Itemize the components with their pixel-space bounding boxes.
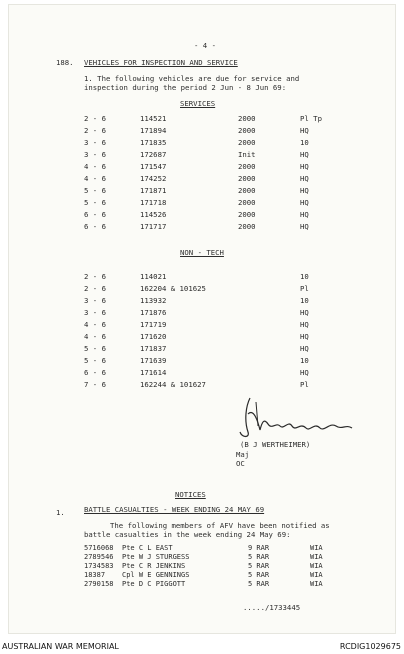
table-cell: Init (238, 150, 256, 159)
table-cell: 2000 (238, 186, 256, 195)
table-cell: 171837 (140, 344, 167, 353)
table-cell: 9 RAR (248, 544, 270, 552)
paragraph-line: battle casualties in the week ending 24 May 69: (84, 530, 291, 539)
paragraph-line: inspection during the period 2 Jun - 8 Jun 69: (84, 83, 287, 92)
section-number: 188. (56, 58, 74, 67)
table-cell: 6 - 6 (84, 222, 106, 231)
table-row (0, 272, 404, 282)
table-cell: 10 (300, 296, 309, 305)
table-cell: WIA (310, 580, 323, 588)
table-cell: 2000 (238, 174, 256, 183)
table-cell: 2000 (238, 114, 256, 123)
notice-title: BATTLE CASUALTIES - WEEK ENDING 24 MAY 69 (84, 505, 265, 514)
table-row (0, 544, 404, 552)
table-cell: HQ (300, 186, 309, 195)
table-cell: Pte C R JENKINS (122, 562, 186, 570)
table-cell: 10 (300, 138, 309, 147)
table-row (0, 356, 404, 366)
table-cell: 3 - 6 (84, 308, 106, 317)
table-cell: 4 - 6 (84, 332, 106, 341)
notices-heading: NOTICES (175, 490, 206, 499)
table-cell: WIA (310, 544, 323, 552)
table-row (0, 571, 404, 579)
table-cell: 5 - 6 (84, 344, 106, 353)
footer-source: AUSTRALIAN WAR MEMORIAL (2, 642, 119, 651)
table-cell: HQ (300, 210, 309, 219)
table-cell: 5 RAR (248, 553, 270, 561)
table-cell: 2000 (238, 138, 256, 147)
signature-block (236, 392, 366, 446)
table-row (0, 368, 404, 378)
paragraph-line: The following members of AFV have been notified as (110, 521, 330, 530)
table-row (0, 174, 404, 184)
table-cell: 2000 (238, 198, 256, 207)
table-cell: 5 - 6 (84, 186, 106, 195)
table-cell: Pte C L EAST (122, 544, 173, 552)
table-cell: 7 - 6 (84, 380, 106, 389)
signature-scrawl (236, 392, 366, 442)
table-cell: 171871 (140, 186, 167, 195)
table-cell: 171639 (140, 356, 167, 365)
table-row (0, 126, 404, 136)
table-cell: HQ (300, 126, 309, 135)
table-cell: 10 (300, 272, 309, 281)
paragraph-line: 1. The following vehicles are due for service and (84, 74, 300, 83)
table-cell: 174252 (140, 174, 167, 183)
notice-number: 1. (56, 508, 65, 517)
table-cell: Pl (300, 284, 309, 293)
table-cell: 1734583 (84, 562, 114, 570)
table-cell: 3 - 6 (84, 150, 106, 159)
section-title: VEHICLES FOR INSPECTION AND SERVICE (84, 58, 238, 67)
table-cell: 2789546 (84, 553, 114, 561)
signatory-rank: Maj (236, 450, 250, 459)
table-row (0, 186, 404, 196)
services-heading: SERVICES (180, 99, 216, 108)
table-cell: HQ (300, 344, 309, 353)
table-row (0, 580, 404, 588)
table-cell: 171718 (140, 198, 167, 207)
table-cell: 2790158 (84, 580, 114, 588)
table-cell: WIA (310, 553, 323, 561)
table-cell: HQ (300, 198, 309, 207)
table-cell: 5 - 6 (84, 198, 106, 207)
table-row (0, 332, 404, 342)
table-cell: 4 - 6 (84, 320, 106, 329)
table-row (0, 198, 404, 208)
table-cell: HQ (300, 320, 309, 329)
table-row (0, 380, 404, 390)
table-row (0, 553, 404, 561)
table-row (0, 222, 404, 232)
page-number: - 4 - (194, 41, 216, 50)
continuation-ref: ...../1733445 (243, 603, 301, 612)
table-cell: 114521 (140, 114, 167, 123)
footer (0, 636, 404, 654)
table-cell: 171717 (140, 222, 167, 231)
table-cell: 171547 (140, 162, 167, 171)
table-cell: 5 RAR (248, 580, 270, 588)
table-cell: HQ (300, 150, 309, 159)
table-cell: 5 RAR (248, 571, 270, 579)
table-cell: 114021 (140, 272, 167, 281)
table-cell: 171876 (140, 308, 167, 317)
table-cell: 171620 (140, 332, 167, 341)
table-row (0, 138, 404, 148)
table-cell: Pl Tp (300, 114, 322, 123)
table-cell: 4 - 6 (84, 174, 106, 183)
table-cell: 6 - 6 (84, 368, 106, 377)
table-cell: WIA (310, 562, 323, 570)
table-cell: 2000 (238, 222, 256, 231)
table-cell: 2000 (238, 162, 256, 171)
table-cell: 3 - 6 (84, 296, 106, 305)
table-cell: 10 (300, 356, 309, 365)
footer-id: RCDIG1029675 (339, 642, 401, 651)
table-cell: 2 - 6 (84, 284, 106, 293)
table-cell: HQ (300, 368, 309, 377)
table-row (0, 308, 404, 318)
table-cell: 171614 (140, 368, 167, 377)
table-cell: 2 - 6 (84, 114, 106, 123)
table-cell: 171719 (140, 320, 167, 329)
table-cell: 18387 (84, 571, 106, 579)
table-cell: 3 - 6 (84, 138, 106, 147)
table-row (0, 344, 404, 354)
table-row (0, 210, 404, 220)
table-cell: HQ (300, 332, 309, 341)
table-cell: 5 - 6 (84, 356, 106, 365)
table-cell: 5 RAR (248, 562, 270, 570)
table-cell: HQ (300, 174, 309, 183)
table-row (0, 562, 404, 570)
table-cell: 2000 (238, 210, 256, 219)
table-cell: 2000 (238, 126, 256, 135)
table-row (0, 162, 404, 172)
table-row (0, 150, 404, 160)
table-cell: Cpl W E GENNINGS (122, 571, 190, 579)
table-cell: 2 - 6 (84, 126, 106, 135)
table-cell: 114526 (140, 210, 167, 219)
table-cell: 2 - 6 (84, 272, 106, 281)
table-row (0, 284, 404, 294)
table-cell: HQ (300, 308, 309, 317)
table-cell: 5716068 (84, 544, 114, 552)
table-cell: HQ (300, 162, 309, 171)
table-cell: 162204 & 101625 (140, 284, 206, 293)
signatory-unit: OC (236, 459, 245, 468)
table-cell: HQ (300, 222, 309, 231)
table-row (0, 320, 404, 330)
table-cell: 4 - 6 (84, 162, 106, 171)
table-row (0, 296, 404, 306)
table-cell: 162244 & 101627 (140, 380, 206, 389)
table-cell: WIA (310, 571, 323, 579)
table-cell: Pte W J STURGESS (122, 553, 190, 561)
table-cell: 113932 (140, 296, 167, 305)
table-cell: 171894 (140, 126, 167, 135)
signatory-name: (B J WERTHEIMER) (240, 440, 311, 449)
table-cell: Pl (300, 380, 309, 389)
table-cell: Pte D C PIGGOTT (122, 580, 186, 588)
table-row (0, 114, 404, 124)
table-cell: 172687 (140, 150, 167, 159)
table-cell: 171835 (140, 138, 167, 147)
nontech-heading: NON - TECH (180, 248, 224, 257)
table-cell: 6 - 6 (84, 210, 106, 219)
